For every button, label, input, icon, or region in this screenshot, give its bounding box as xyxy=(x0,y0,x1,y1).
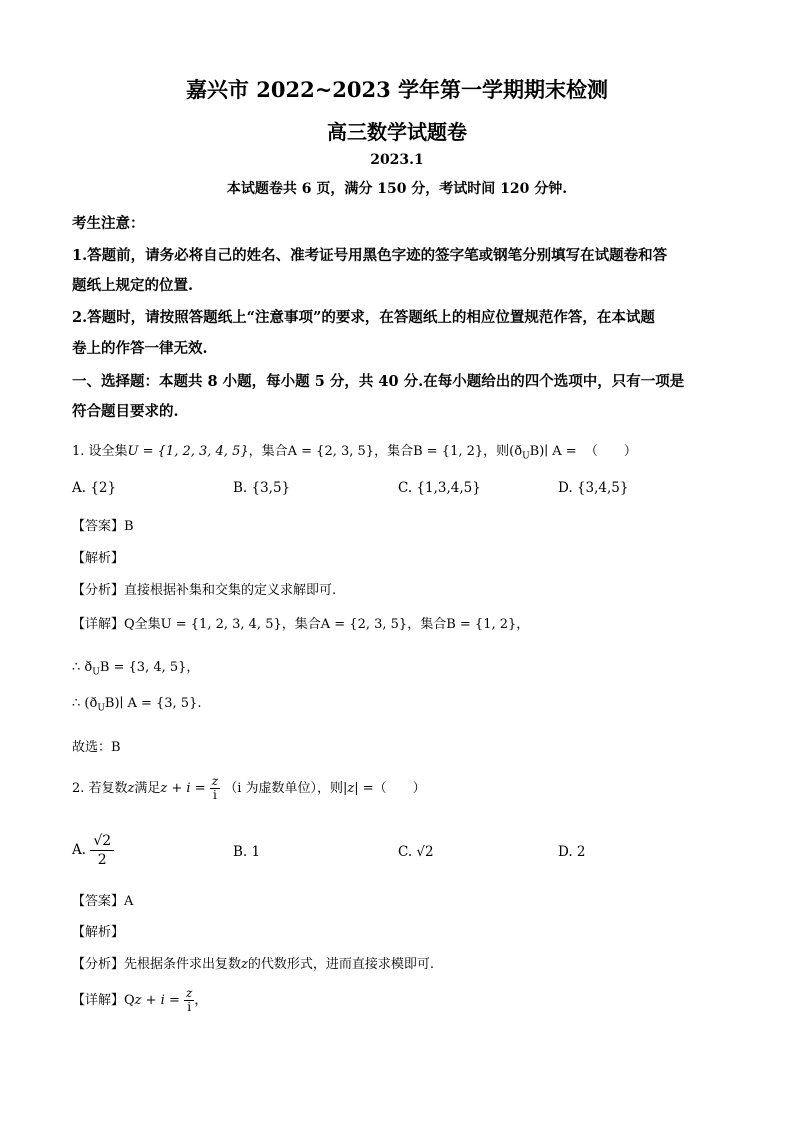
q2-answer: 【答案】A xyxy=(72,894,134,909)
q1-option-b: B. {3,5} xyxy=(233,480,291,496)
q1-step-2: ∴ $(ð_UB)∣$ A = {3, 5}. xyxy=(72,696,202,714)
q1-fenxi: 【分析】直接根据补集和交集的定义求解即可. xyxy=(72,583,337,598)
q2-detail: 【详解】Qz + i = $\frac{z}{i}$ ， xyxy=(72,986,208,1014)
q1-option-d: D. {3,4,5} xyxy=(558,480,629,496)
q2-analysis-label: 【解析】 xyxy=(72,925,125,940)
notice-heading: 考生注意： xyxy=(72,215,145,232)
q2-option-a: A. $\frac{√2}{2}$ xyxy=(72,832,114,869)
q1-step-1: ∴ $ð_UB = \{3$, 4, 5}， xyxy=(72,660,200,678)
notice-item-2-line-2: 卷上的作答一律无效. xyxy=(72,340,208,357)
notice-item-2-line-1: 2.答题时，请按照答题纸上“注意事项”的要求，在答题纸上的相应位置规范作答，在本试题 xyxy=(72,309,655,326)
q1-option-a: A. {2} xyxy=(72,480,117,496)
exam-info: 本试题卷共 6 页，满分 150 分，考试时间 120 分钟. xyxy=(226,181,568,197)
q2-option-d: D. 2 xyxy=(558,844,586,860)
q2-fenxi: 【分析】先根据条件求出复数z的代数形式，进而直接求模即可. xyxy=(72,957,435,972)
section-1-line-2: 符合题目要求的. xyxy=(72,403,179,420)
question-1: 1. 设全集U = {1, 2, 3, 4, 5}，集合A = {2, 3, 5}，集合B = {1, 2}，则$(ð_UB)∣$ A = （ ） xyxy=(72,444,637,462)
section-1-line-1: 一、选择题：本题共 8 小题，每小题 5 分，共 40 分.在每小题给出的四个选项中，只有一项是 xyxy=(72,373,685,390)
question-2: 2. 若复数z满足z + i = $\frac{z}{i}$ （i 为虚数单位），则|z| =（ ） xyxy=(72,774,426,802)
q1-choice: 故选：B xyxy=(72,740,121,755)
q1-answer: 【答案】B xyxy=(72,519,134,534)
q2-fraction: $\frac{z}{i}$ xyxy=(211,774,219,802)
exam-date: 2023.1 xyxy=(370,152,424,168)
notice-item-1-line-2: 题纸上规定的位置. xyxy=(72,277,194,294)
q2-option-c: C. √2 xyxy=(398,844,434,860)
q1-detail: 【详解】Q全集U = {1, 2, 3, 4, 5}，集合A = {2, 3, 5}，集合B = {1, 2}， xyxy=(72,617,530,632)
q1-analysis-label: 【解析】 xyxy=(72,551,125,566)
q2-detail-fraction: $\frac{z}{i}$ xyxy=(186,986,193,1014)
q1-option-c: C. {1,3,4,5} xyxy=(398,480,481,496)
q2-option-a-fraction: $\frac{√2}{2}$ xyxy=(90,832,114,869)
q2-option-b: B. 1 xyxy=(233,844,261,860)
exam-title: 嘉兴市 2022~2023 学年第一学期期末检测 xyxy=(185,77,609,102)
notice-item-1-line-1: 1.答题前，请务必将自己的姓名、准考证号用黑色字迹的签字笔或钢笔分别填写在试题卷和答 xyxy=(72,247,668,264)
exam-subtitle: 高三数学试题卷 xyxy=(327,120,467,144)
